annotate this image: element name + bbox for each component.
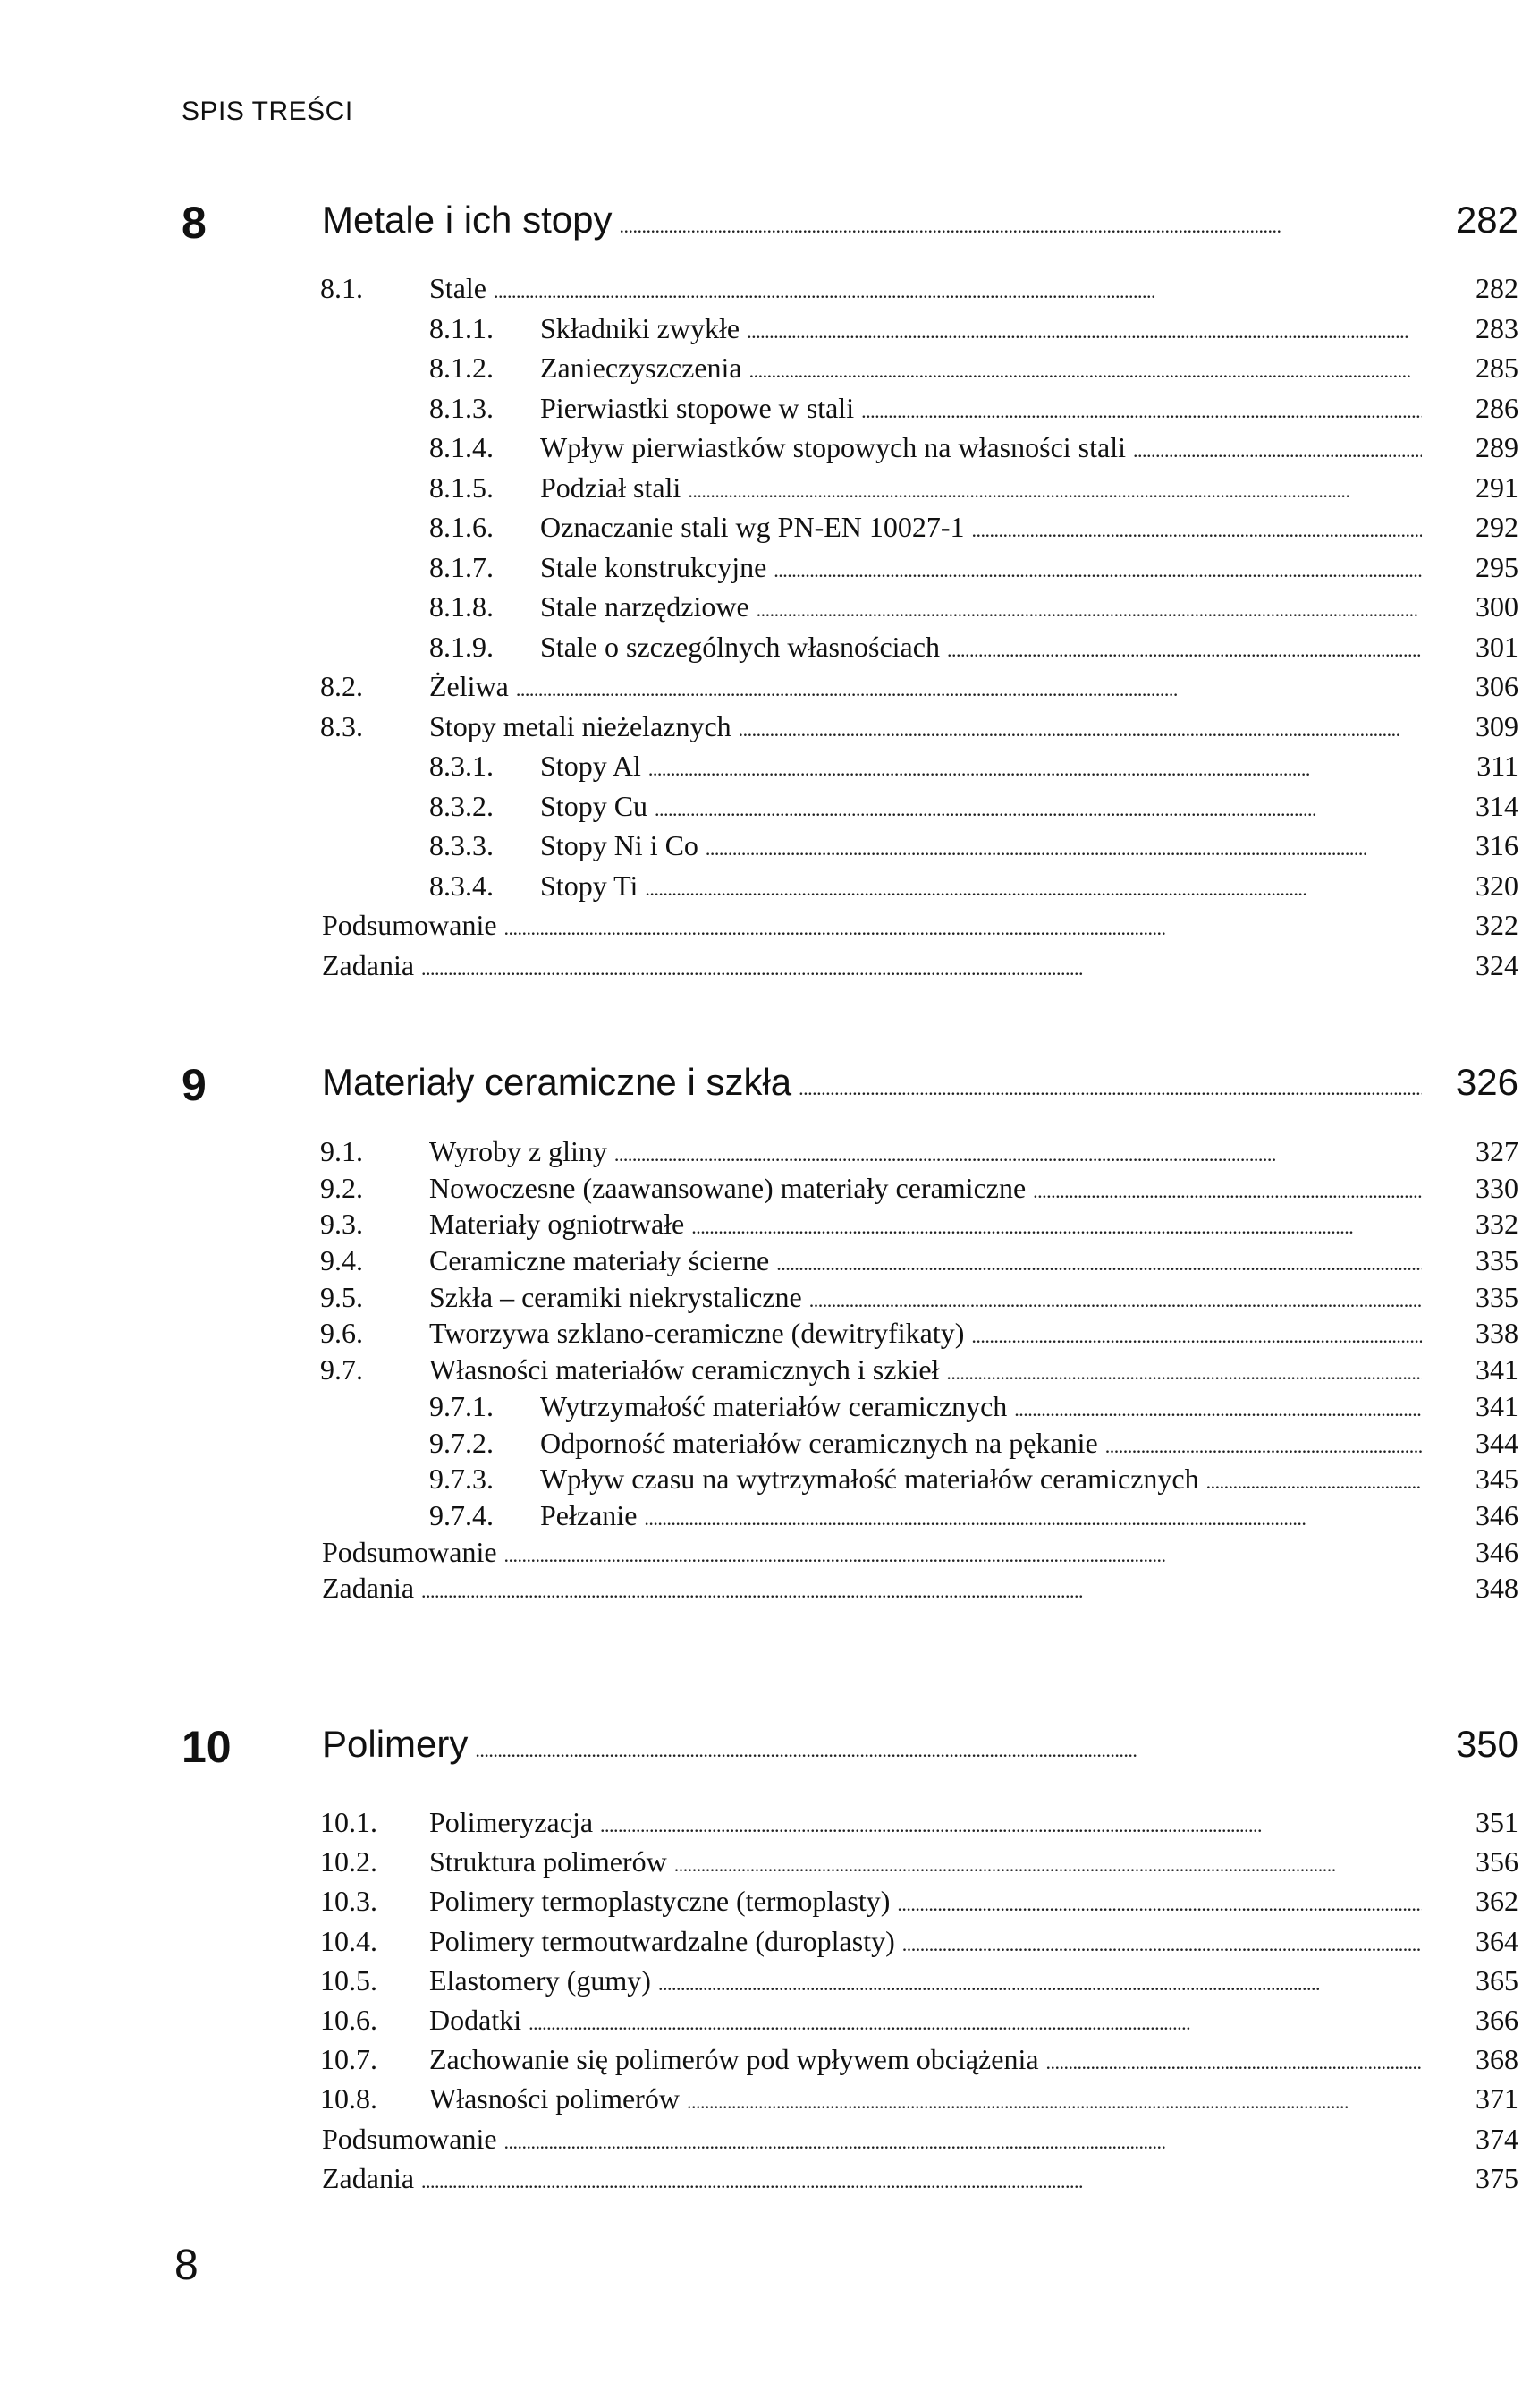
dot-leader — [946, 1361, 1422, 1385]
dot-leader — [1105, 1435, 1422, 1458]
chapter-heading — [0, 190, 1539, 252]
toc-entry — [0, 1170, 1518, 1207]
entry-number: 9.4. — [320, 1244, 363, 1277]
dot-leader — [1033, 1180, 1422, 1203]
dot-leader — [644, 1507, 1422, 1530]
chapter-section — [0, 1052, 1539, 1115]
entry-page: 345 — [1476, 1463, 1518, 1496]
entry-title: Ceramiczne materiały ścierne — [429, 1244, 770, 1277]
toc-entry — [0, 1352, 1518, 1388]
entry-number: 10.7. — [320, 2043, 377, 2076]
entry-page: 309 — [1476, 709, 1518, 742]
entry-number: 9.5. — [320, 1280, 363, 1313]
dot-leader — [687, 2090, 1422, 2114]
entry-title: Zadania — [322, 1572, 415, 1605]
entry-title: Zadania — [322, 948, 415, 981]
dot-leader — [902, 1933, 1422, 1956]
chapter-page: 282 — [1455, 199, 1518, 241]
entry-page: 375 — [1476, 2161, 1518, 2194]
entry-list — [0, 268, 1539, 985]
toc-entry — [0, 1315, 1518, 1352]
entry-number: 9.6. — [320, 1317, 363, 1350]
dot-leader — [947, 639, 1422, 662]
toc-entry — [0, 547, 1518, 588]
toc-entry — [0, 1842, 1518, 1881]
dot-leader — [1046, 2051, 1422, 2074]
entry-title: Szkła – ceramiki niekrystaliczne — [429, 1280, 802, 1313]
toc-entry — [0, 1461, 1518, 1497]
entry-title: Własności polimerów — [429, 2082, 680, 2115]
entry-title: Tworzywa szklano-ceramiczne (dewitryfikaty) — [429, 1317, 965, 1350]
entry-number: 8.2. — [320, 670, 363, 702]
toc-entry — [0, 627, 1518, 667]
entry-title: Składniki zwykłe — [540, 311, 740, 344]
toc-entry — [0, 866, 1518, 906]
dot-leader — [504, 2131, 1422, 2154]
toc-entry — [0, 905, 1518, 945]
entry-number: 8.1.8. — [429, 590, 494, 623]
entry-title: Podsumowanie — [322, 909, 497, 941]
toc-entry — [0, 826, 1518, 866]
toc-entry — [0, 1425, 1518, 1462]
dot-leader — [475, 1739, 1422, 1762]
entry-page: 327 — [1476, 1135, 1518, 1167]
entry-number: 10.5. — [320, 1963, 377, 1997]
chapter-section — [0, 190, 1539, 252]
entry-page: 322 — [1476, 909, 1518, 941]
entry-number: 8.1.2. — [429, 352, 494, 384]
toc-entry — [0, 1279, 1518, 1316]
entry-page: 295 — [1476, 550, 1518, 583]
toc-entry — [0, 1802, 1518, 1842]
entry-number: 8.1.5. — [429, 471, 494, 504]
entry-page: 374 — [1476, 2122, 1518, 2155]
chapter-title-line — [322, 199, 1518, 242]
entry-title: Polimeryzacja — [429, 1806, 594, 1838]
toc-entry — [0, 2039, 1518, 2079]
dot-leader — [749, 360, 1422, 383]
entry-page: 338 — [1476, 1317, 1518, 1350]
running-head: SPIS TREŚCI — [182, 97, 353, 126]
entry-page: 283 — [1476, 311, 1518, 344]
chapter-number: 9 — [182, 1060, 207, 1110]
entry-number: 10.2. — [320, 1845, 377, 1878]
entry-page: 362 — [1476, 1885, 1518, 1918]
entry-number: 10.3. — [320, 1885, 377, 1918]
entry-page: 364 — [1476, 1924, 1518, 1957]
toc-entry — [0, 1242, 1518, 1279]
entry-title: Stale narzędziowe — [540, 590, 749, 623]
entry-page: 368 — [1476, 2043, 1518, 2076]
entry-title: Wytrzymałość materiałów ceramicznych — [540, 1389, 1008, 1422]
dot-leader — [757, 598, 1422, 622]
chapter-page: 326 — [1455, 1061, 1518, 1103]
entry-page: 335 — [1476, 1280, 1518, 1313]
toc-entry — [0, 428, 1518, 468]
entry-title: Stopy Ni i Co — [540, 829, 698, 861]
entry-page: 324 — [1476, 948, 1518, 981]
toc-entry — [0, 1961, 1518, 2000]
chapter-page: 350 — [1455, 1723, 1518, 1765]
entry-title: Wpływ czasu na wytrzymałość materiałów ceramicznych — [540, 1463, 1199, 1496]
entry-title: Odporność materiałów ceramicznych na pękanie — [540, 1426, 1098, 1459]
dot-leader — [706, 837, 1422, 861]
entry-page: 300 — [1476, 590, 1518, 623]
entry-number: 8.3.1. — [429, 750, 494, 782]
entry-page: 344 — [1476, 1426, 1518, 1459]
toc-entry — [0, 1570, 1518, 1607]
dot-leader — [504, 917, 1422, 940]
entry-title: Polimery termoplastyczne (termoplasty) — [429, 1885, 891, 1918]
dot-leader — [504, 1544, 1422, 1567]
entry-number: 8.3. — [320, 709, 363, 742]
dot-leader — [614, 1143, 1422, 1166]
entry-page: 289 — [1476, 431, 1518, 463]
entry-page: 314 — [1476, 789, 1518, 822]
entry-title: Stopy Ti — [540, 869, 638, 902]
entry-number: 10.4. — [320, 1924, 377, 1957]
toc-entry — [0, 2158, 1518, 2198]
dot-leader — [674, 1853, 1422, 1877]
entry-title: Zachowanie się polimerów pod wpływem obciążenia — [429, 2043, 1039, 2076]
entry-title: Struktura polimerów — [429, 1845, 667, 1878]
page-number: 8 — [174, 2242, 199, 2289]
chapter-title-line — [322, 1723, 1518, 1766]
toc-entry — [0, 786, 1518, 827]
entry-page: 341 — [1476, 1389, 1518, 1422]
entry-number: 8.1.1. — [429, 311, 494, 344]
toc-entry — [0, 348, 1518, 388]
entry-number: 9.7.1. — [429, 1389, 494, 1422]
entry-page: 346 — [1476, 1535, 1518, 1568]
dot-leader — [688, 479, 1422, 503]
entry-list — [0, 1802, 1539, 2198]
entry-number: 9.7.2. — [429, 1426, 494, 1459]
entry-number: 9.1. — [320, 1135, 363, 1167]
entry-number: 9.7.4. — [429, 1498, 494, 1531]
dot-leader — [739, 718, 1422, 742]
dot-leader — [691, 1216, 1422, 1239]
dot-leader — [776, 1252, 1422, 1276]
dot-leader — [972, 519, 1422, 542]
entry-title: Żeliwa — [429, 670, 509, 702]
entry-number: 9.7. — [320, 1353, 363, 1386]
entry-page: 292 — [1476, 511, 1518, 543]
dot-leader — [897, 1893, 1422, 1916]
entry-page: 356 — [1476, 1845, 1518, 1878]
entry-title: Podsumowanie — [322, 1535, 497, 1568]
entry-page: 346 — [1476, 1498, 1518, 1531]
entry-title: Stopy Cu — [540, 789, 648, 822]
dot-leader — [645, 878, 1422, 901]
entry-page: 311 — [1476, 750, 1518, 782]
entry-number: 10.1. — [320, 1806, 377, 1838]
entry-title: Wpływ pierwiastków stopowych na własności stali — [540, 431, 1126, 463]
entry-page: 286 — [1476, 391, 1518, 424]
dot-leader — [494, 280, 1422, 303]
entry-title: Nowoczesne (zaawansowane) materiały ceramiczne — [429, 1171, 1027, 1204]
entry-number: 8.1.6. — [429, 511, 494, 543]
toc-entry — [0, 587, 1518, 627]
entry-page: 365 — [1476, 1963, 1518, 1997]
entry-number: 8.1. — [320, 272, 363, 304]
dot-leader — [774, 559, 1422, 582]
dot-leader — [1133, 439, 1422, 462]
chapter-heading — [0, 1714, 1539, 1776]
entry-page: 332 — [1476, 1208, 1518, 1241]
dot-leader — [1206, 1471, 1422, 1494]
entry-page: 366 — [1476, 2003, 1518, 2036]
entry-title: Zanieczyszczenia — [540, 352, 742, 384]
dot-leader — [421, 957, 1422, 980]
entry-title: Pierwiastki stopowe w stali — [540, 391, 855, 424]
dot-leader — [655, 798, 1422, 821]
entry-title: Stopy metali nieżelaznych — [429, 709, 731, 742]
entry-number: 10.8. — [320, 2082, 377, 2115]
entry-page: 330 — [1476, 1171, 1518, 1204]
chapter-title: Materiały ceramiczne i szkła — [322, 1061, 792, 1103]
dot-leader — [861, 400, 1422, 423]
entry-number: 8.3.3. — [429, 829, 494, 861]
entry-page: 291 — [1476, 471, 1518, 504]
entry-title: Podsumowanie — [322, 2122, 497, 2155]
toc-entry — [0, 2119, 1518, 2158]
toc-entry — [0, 1206, 1518, 1242]
toc-entry — [0, 1497, 1518, 1534]
dot-leader — [529, 2012, 1422, 2035]
chapter-title: Polimery — [322, 1723, 469, 1765]
toc-entry — [0, 945, 1518, 986]
entry-number: 9.7.3. — [429, 1463, 494, 1496]
entry-page: 341 — [1476, 1353, 1518, 1386]
entry-page: 348 — [1476, 1572, 1518, 1605]
entry-number: 9.2. — [320, 1171, 363, 1204]
dot-leader — [809, 1289, 1422, 1312]
dot-leader — [799, 1077, 1422, 1100]
toc-entry — [0, 1388, 1518, 1425]
toc-entry — [0, 1534, 1518, 1571]
entry-title: Materiały ogniotrwałe — [429, 1208, 685, 1241]
toc-entry — [0, 2079, 1518, 2118]
toc-entry — [0, 388, 1518, 428]
entry-page: 371 — [1476, 2082, 1518, 2115]
entry-list — [0, 1133, 1539, 1607]
entry-title: Stopy Al — [540, 750, 641, 782]
entry-title: Zadania — [322, 2161, 415, 2194]
entry-number: 8.1.4. — [429, 431, 494, 463]
entry-number: 8.1.9. — [429, 630, 494, 663]
entry-number: 8.1.7. — [429, 550, 494, 583]
entry-title: Własności materiałów ceramicznych i szkieł — [429, 1353, 940, 1386]
entry-page: 282 — [1476, 272, 1518, 304]
entry-page: 306 — [1476, 670, 1518, 702]
toc-entry — [0, 1881, 1518, 1920]
dot-leader — [421, 2170, 1422, 2193]
dot-leader — [619, 215, 1422, 238]
entry-number: 9.3. — [320, 1208, 363, 1241]
dot-leader — [1014, 1398, 1422, 1421]
toc-entry — [0, 2000, 1518, 2039]
entry-number: 10.6. — [320, 2003, 377, 2036]
entry-number: 8.1.3. — [429, 391, 494, 424]
entry-number: 8.3.2. — [429, 789, 494, 822]
toc-entry — [0, 309, 1518, 349]
entry-page: 335 — [1476, 1244, 1518, 1277]
dot-leader — [971, 1325, 1422, 1348]
entry-title: Dodatki — [429, 2003, 522, 2036]
entry-title: Wyroby z gliny — [429, 1135, 607, 1167]
entry-title: Oznaczanie stali wg PN-EN 10027-1 — [540, 511, 965, 543]
entry-number: 8.3.4. — [429, 869, 494, 902]
chapter-section — [0, 1714, 1539, 1776]
toc-entry — [0, 1921, 1518, 1961]
toc-entry — [0, 507, 1518, 547]
entry-title: Stale — [429, 272, 486, 304]
chapter-number: 8 — [182, 198, 207, 248]
toc-entry — [0, 1133, 1518, 1170]
entry-title: Stale o szczególnych własnościach — [540, 630, 940, 663]
chapter-title-line — [322, 1061, 1518, 1104]
dot-leader — [600, 1814, 1422, 1837]
entry-title: Pełzanie — [540, 1498, 638, 1531]
dot-leader — [516, 678, 1422, 701]
dot-leader — [747, 320, 1422, 343]
entry-title: Stale konstrukcyjne — [540, 550, 767, 583]
dot-leader — [421, 1580, 1422, 1603]
entry-title: Polimery termoutwardzalne (duroplasty) — [429, 1924, 895, 1957]
toc-entry — [0, 268, 1518, 309]
toc-entry — [0, 707, 1518, 747]
entry-page: 285 — [1476, 352, 1518, 384]
entry-page: 320 — [1476, 869, 1518, 902]
entry-page: 351 — [1476, 1806, 1518, 1838]
toc-entry — [0, 666, 1518, 707]
toc-entry — [0, 746, 1518, 786]
toc-entry — [0, 468, 1518, 508]
entry-page: 316 — [1476, 829, 1518, 861]
chapter-title: Metale i ich stopy — [322, 199, 613, 241]
chapter-heading — [0, 1052, 1539, 1115]
dot-leader — [648, 758, 1422, 781]
chapter-number: 10 — [182, 1722, 232, 1772]
dot-leader — [658, 1972, 1422, 1996]
entry-title: Elastomery (gumy) — [429, 1963, 651, 1997]
entry-page: 301 — [1476, 630, 1518, 663]
entry-title: Podział stali — [540, 471, 681, 504]
